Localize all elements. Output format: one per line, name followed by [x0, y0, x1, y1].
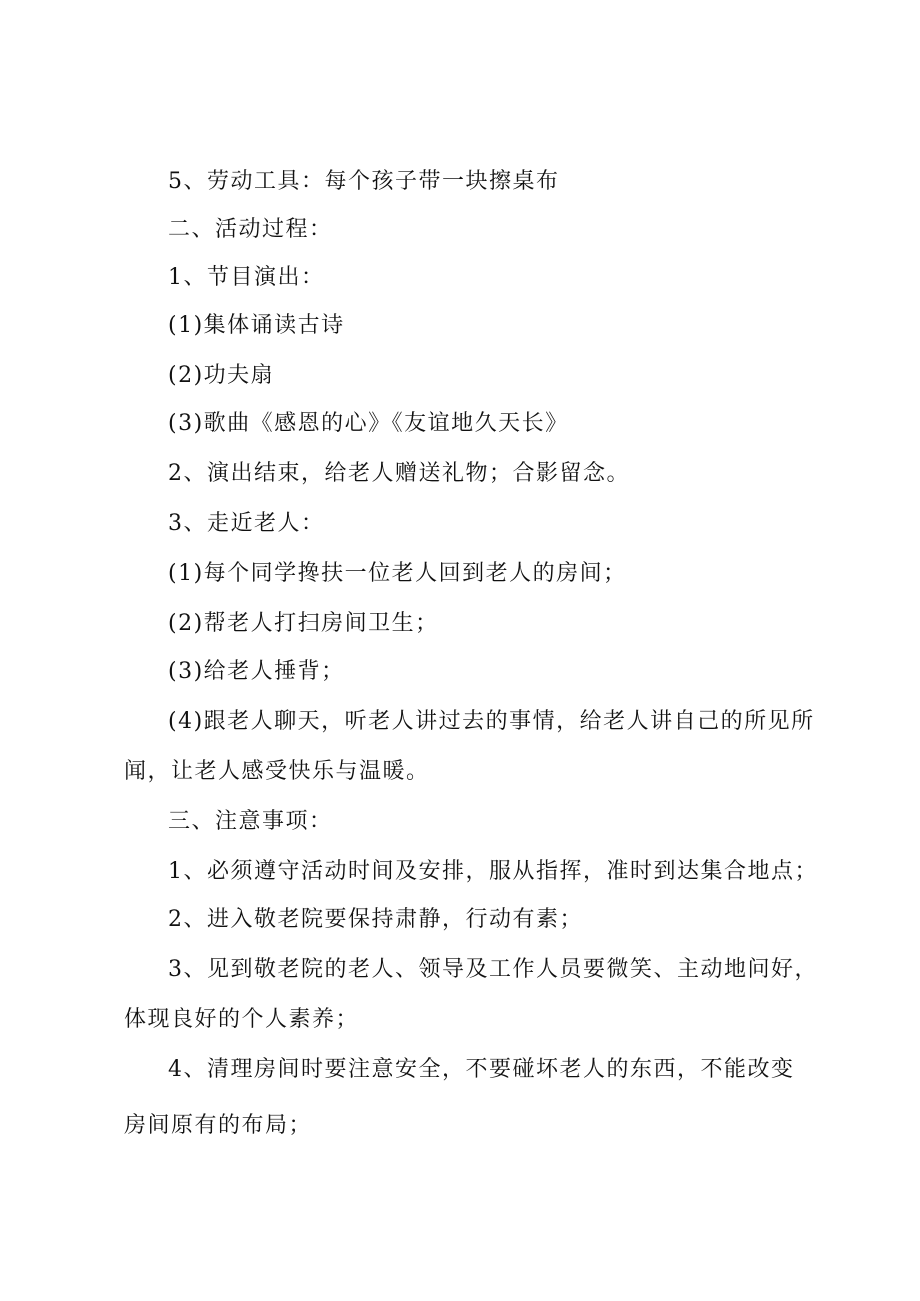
text-line: 房间原有的布局； — [124, 1113, 313, 1138]
text-line: 1、节目演出： — [168, 265, 325, 290]
text-line: (2)帮老人打扫房间卫生； — [168, 611, 439, 636]
text-line: (3)给老人捶背； — [168, 659, 345, 684]
text-line: 1、必须遵守活动时间及安排，服从指挥，准时到达集合地点； — [168, 859, 818, 884]
section-heading: 三、注意事项： — [168, 809, 333, 834]
text-line: 5、劳动工具：每个孩子带一块擦桌布 — [168, 169, 560, 194]
text-line: (1)每个同学搀扶一位老人回到老人的房间； — [168, 561, 627, 586]
text-line: (1)集体诵读古诗 — [168, 313, 345, 338]
text-line: 2、进入敬老院要保持肃静，行动有素； — [168, 907, 583, 932]
text-line: 3、见到敬老院的老人、领导及工作人员要微笑、主动地问好， — [168, 957, 818, 982]
text-line: 体现良好的个人素养； — [124, 1007, 360, 1032]
text-line: (4)跟老人聊天，听老人讲过去的事情，给老人讲自己的所见所 — [168, 709, 815, 734]
text-line: 3、走近老人： — [168, 511, 325, 536]
section-heading: 二、活动过程： — [168, 217, 333, 242]
text-line: (3)歌曲《感恩的心》《友谊地久天长》 — [168, 411, 569, 436]
text-line: 4、清理房间时要注意安全，不要碰坏老人的东西，不能改变 — [168, 1057, 795, 1082]
text-line: (2)功夫扇 — [168, 363, 275, 388]
text-line: 闻，让老人感受快乐与温暖。 — [124, 759, 430, 784]
text-line: 2、演出结束，给老人赠送礼物；合影留念。 — [168, 461, 630, 486]
